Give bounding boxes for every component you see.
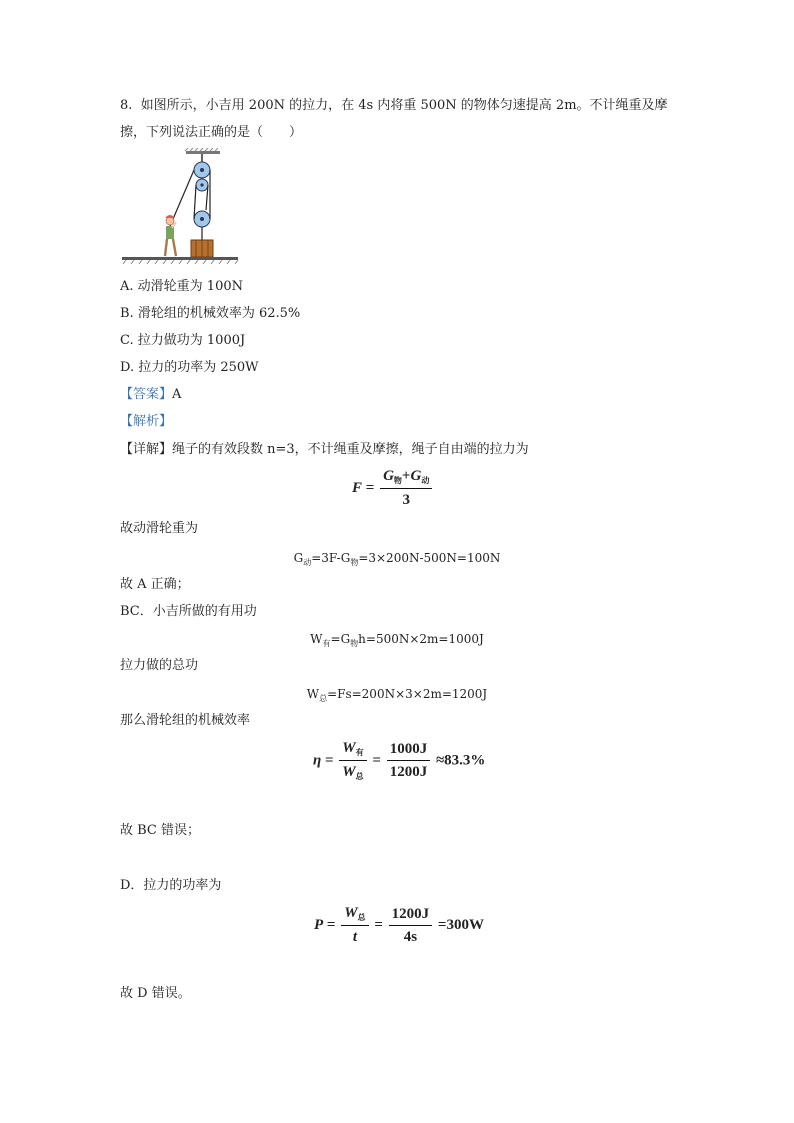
efficiency-formula: η = $\frac{W_有}{W_总}$ = $\frac{1000J}{1200J}$ ≈83.3% [313,740,486,781]
detail-intro: 【详解】绳子的有效段数 n=3，不计绳重及摩擦，绳子自由端的拉力为 [120,442,529,457]
bc-wrong: 故 BC 错误； [120,823,201,838]
answer-label: 【答案】 [120,387,173,402]
move-wheel-equation: $G_动=3F-G_物=3\times 200N-500N=100N$ [293,551,501,567]
answer-line [120,386,181,404]
option-b: B. 滑轮组的机械效率为 62.5% [120,306,301,321]
option-c: C. 拉力做功为 1000J [120,333,246,348]
answer-value: A [172,387,182,402]
question-stem-line1: 8. 如图所示，小吉用 200N 的拉力，在 4s 内将重 500N 的物体匀速提高 2m。不计绳重及摩 [120,98,668,113]
efficiency-text: 那么滑轮组的机械效率 [120,713,251,728]
pull-force-formula: F = $\frac{G_物+G_动}{3}$ [352,468,434,509]
total-work-equation: $W_总=Fs=200N\times 3\times 2m=1200J$ [306,687,488,703]
move-wheel-text: 故动滑轮重为 [120,521,199,536]
option-d: D. 拉力的功率为 250W [120,360,259,375]
pulley-figure [118,148,240,270]
power-formula: P = $\frac{W_总}{t}$ = $\frac{1200J}{4s}$ =300W [314,905,484,945]
total-work-text: 拉力做的总功 [120,658,199,673]
option-a: A. 动滑轮重为 100N [120,279,243,294]
d-wrong: 故 D 错误。 [120,986,191,1001]
a-correct: 故 A 正确； [120,577,190,592]
d-text: D．拉力的功率为 [120,878,222,893]
bc-text: BC．小吉所做的有用功 [120,604,257,619]
question-stem-line2: 擦，下列说法正确的是（ ） [120,125,303,140]
analysis-label: 【解析】 [120,414,173,429]
useful-work-equation: $W_有=G_物h=500N\times 2m=1000J$ [310,632,484,648]
